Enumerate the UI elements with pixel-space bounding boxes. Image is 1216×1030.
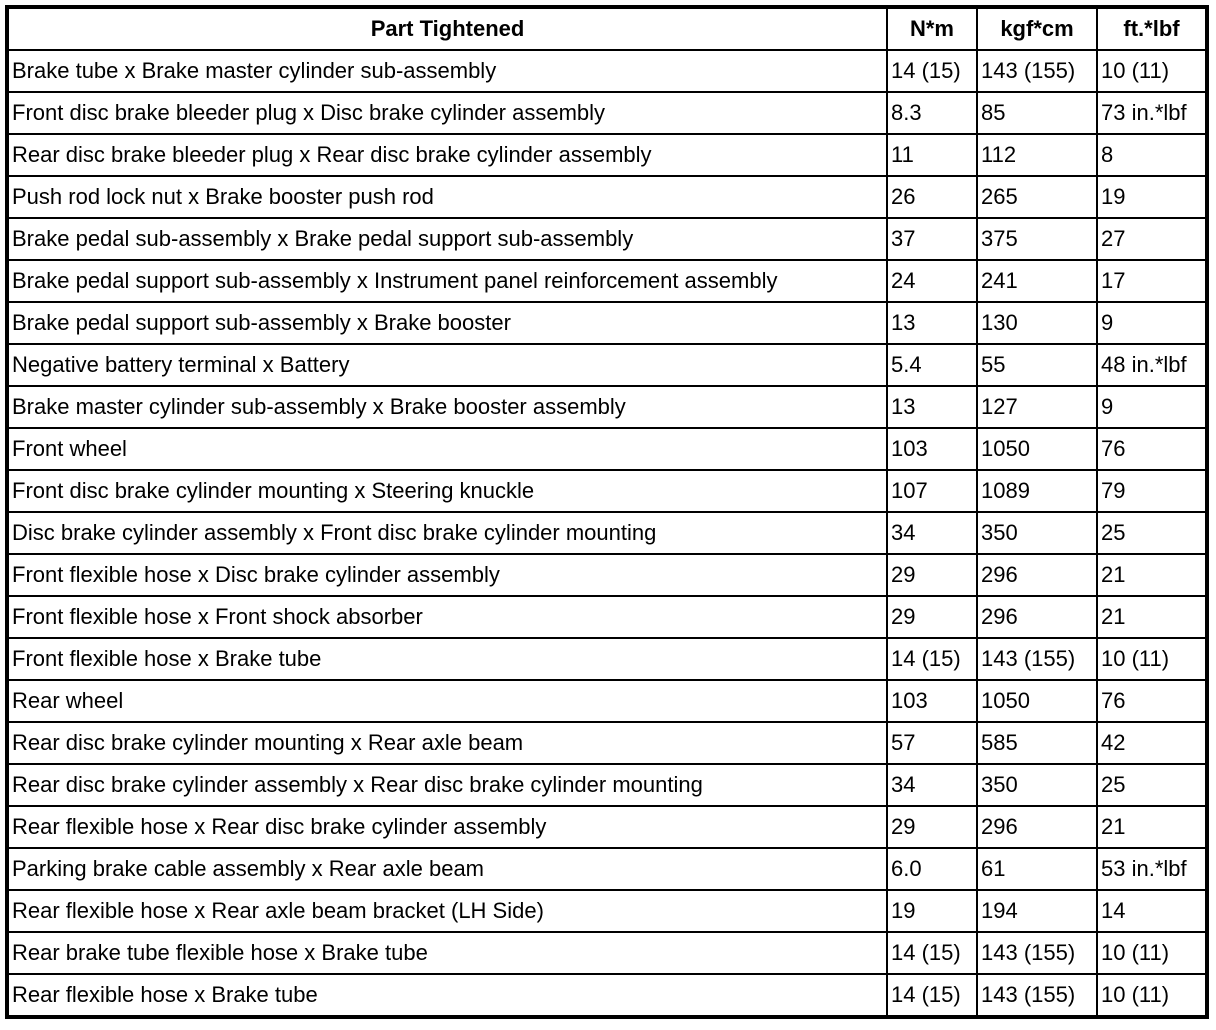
cell-nm: 57	[887, 722, 977, 764]
cell-ft-lbf: 42	[1097, 722, 1207, 764]
cell-part-tightened: Front disc brake cylinder mounting x Steering knuckle	[7, 470, 887, 512]
cell-part-tightened: Rear disc brake cylinder mounting x Rear axle beam	[7, 722, 887, 764]
cell-part-tightened: Disc brake cylinder assembly x Front disc brake cylinder mounting	[7, 512, 887, 554]
cell-ft-lbf: 79	[1097, 470, 1207, 512]
table-row	[7, 974, 1207, 1017]
cell-kgf-cm: 143 (155)	[977, 50, 1097, 92]
cell-kgf-cm: 585	[977, 722, 1097, 764]
cell-kgf-cm: 1050	[977, 428, 1097, 470]
header-ft-lbf: ft.*lbf	[1097, 7, 1207, 50]
cell-part-tightened: Rear disc brake bleeder plug x Rear disc brake cylinder assembly	[7, 134, 887, 176]
cell-ft-lbf: 53 in.*lbf	[1097, 848, 1207, 890]
cell-ft-lbf: 25	[1097, 512, 1207, 554]
cell-part-tightened: Negative battery terminal x Battery	[7, 344, 887, 386]
cell-part-tightened: Front disc brake bleeder plug x Disc brake cylinder assembly	[7, 92, 887, 134]
cell-nm: 14 (15)	[887, 638, 977, 680]
cell-kgf-cm: 61	[977, 848, 1097, 890]
table-row	[7, 260, 1207, 302]
cell-part-tightened: Brake master cylinder sub-assembly x Brake booster assembly	[7, 386, 887, 428]
table-row	[7, 176, 1207, 218]
cell-nm: 6.0	[887, 848, 977, 890]
cell-kgf-cm: 112	[977, 134, 1097, 176]
table-row	[7, 386, 1207, 428]
cell-part-tightened: Brake pedal support sub-assembly x Instrument panel reinforcement assembly	[7, 260, 887, 302]
cell-nm: 29	[887, 806, 977, 848]
cell-nm: 34	[887, 512, 977, 554]
cell-kgf-cm: 143 (155)	[977, 638, 1097, 680]
cell-ft-lbf: 8	[1097, 134, 1207, 176]
cell-ft-lbf: 10 (11)	[1097, 638, 1207, 680]
cell-part-tightened: Front wheel	[7, 428, 887, 470]
cell-kgf-cm: 296	[977, 554, 1097, 596]
header-kgf-cm: kgf*cm	[977, 7, 1097, 50]
cell-nm: 14 (15)	[887, 932, 977, 974]
cell-ft-lbf: 27	[1097, 218, 1207, 260]
cell-ft-lbf: 17	[1097, 260, 1207, 302]
cell-ft-lbf: 9	[1097, 386, 1207, 428]
cell-nm: 26	[887, 176, 977, 218]
cell-part-tightened: Front flexible hose x Front shock absorber	[7, 596, 887, 638]
cell-kgf-cm: 350	[977, 764, 1097, 806]
table-row	[7, 722, 1207, 764]
cell-kgf-cm: 375	[977, 218, 1097, 260]
table-row	[7, 344, 1207, 386]
cell-ft-lbf: 14	[1097, 890, 1207, 932]
table-row	[7, 638, 1207, 680]
cell-part-tightened: Front flexible hose x Brake tube	[7, 638, 887, 680]
table-row	[7, 554, 1207, 596]
cell-nm: 103	[887, 680, 977, 722]
cell-nm: 37	[887, 218, 977, 260]
cell-part-tightened: Front flexible hose x Disc brake cylinder assembly	[7, 554, 887, 596]
cell-kgf-cm: 143 (155)	[977, 932, 1097, 974]
cell-ft-lbf: 10 (11)	[1097, 974, 1207, 1017]
cell-ft-lbf: 48 in.*lbf	[1097, 344, 1207, 386]
cell-nm: 5.4	[887, 344, 977, 386]
header-part-tightened: Part Tightened	[7, 7, 887, 50]
cell-ft-lbf: 76	[1097, 428, 1207, 470]
table-row	[7, 680, 1207, 722]
cell-ft-lbf: 21	[1097, 806, 1207, 848]
cell-part-tightened: Rear flexible hose x Rear axle beam bracket (LH Side)	[7, 890, 887, 932]
cell-ft-lbf: 21	[1097, 596, 1207, 638]
cell-kgf-cm: 350	[977, 512, 1097, 554]
cell-nm: 107	[887, 470, 977, 512]
cell-part-tightened: Rear wheel	[7, 680, 887, 722]
cell-part-tightened: Parking brake cable assembly x Rear axle beam	[7, 848, 887, 890]
table-row	[7, 848, 1207, 890]
table-row	[7, 302, 1207, 344]
cell-nm: 29	[887, 596, 977, 638]
cell-part-tightened: Brake pedal sub-assembly x Brake pedal support sub-assembly	[7, 218, 887, 260]
table-row	[7, 134, 1207, 176]
table-row	[7, 596, 1207, 638]
cell-nm: 13	[887, 302, 977, 344]
cell-ft-lbf: 76	[1097, 680, 1207, 722]
cell-nm: 24	[887, 260, 977, 302]
cell-nm: 29	[887, 554, 977, 596]
table-row	[7, 428, 1207, 470]
header-row	[7, 7, 1207, 50]
table-row	[7, 50, 1207, 92]
cell-ft-lbf: 9	[1097, 302, 1207, 344]
table-row	[7, 806, 1207, 848]
table-row	[7, 92, 1207, 134]
cell-nm: 19	[887, 890, 977, 932]
cell-ft-lbf: 73 in.*lbf	[1097, 92, 1207, 134]
table-row	[7, 764, 1207, 806]
torque-spec-table	[5, 5, 1209, 1019]
cell-kgf-cm: 265	[977, 176, 1097, 218]
cell-nm: 14 (15)	[887, 974, 977, 1017]
cell-part-tightened: Rear flexible hose x Rear disc brake cylinder assembly	[7, 806, 887, 848]
cell-kgf-cm: 296	[977, 806, 1097, 848]
cell-kgf-cm: 194	[977, 890, 1097, 932]
table-row	[7, 512, 1207, 554]
table-header	[7, 7, 1207, 50]
cell-part-tightened: Rear flexible hose x Brake tube	[7, 974, 887, 1017]
cell-part-tightened: Rear disc brake cylinder assembly x Rear disc brake cylinder mounting	[7, 764, 887, 806]
cell-ft-lbf: 19	[1097, 176, 1207, 218]
cell-kgf-cm: 1050	[977, 680, 1097, 722]
cell-ft-lbf: 10 (11)	[1097, 50, 1207, 92]
cell-kgf-cm: 127	[977, 386, 1097, 428]
cell-nm: 14 (15)	[887, 50, 977, 92]
cell-kgf-cm: 55	[977, 344, 1097, 386]
cell-kgf-cm: 1089	[977, 470, 1097, 512]
cell-nm: 103	[887, 428, 977, 470]
table-row	[7, 890, 1207, 932]
table-row	[7, 932, 1207, 974]
cell-ft-lbf: 10 (11)	[1097, 932, 1207, 974]
cell-kgf-cm: 130	[977, 302, 1097, 344]
cell-part-tightened: Rear brake tube flexible hose x Brake tube	[7, 932, 887, 974]
cell-nm: 8.3	[887, 92, 977, 134]
header-nm: N*m	[887, 7, 977, 50]
table-row	[7, 218, 1207, 260]
cell-kgf-cm: 296	[977, 596, 1097, 638]
cell-kgf-cm: 85	[977, 92, 1097, 134]
cell-nm: 13	[887, 386, 977, 428]
table-row	[7, 470, 1207, 512]
cell-ft-lbf: 25	[1097, 764, 1207, 806]
table-body	[7, 50, 1207, 1017]
cell-part-tightened: Brake tube x Brake master cylinder sub-assembly	[7, 50, 887, 92]
cell-ft-lbf: 21	[1097, 554, 1207, 596]
cell-part-tightened: Brake pedal support sub-assembly x Brake booster	[7, 302, 887, 344]
cell-kgf-cm: 143 (155)	[977, 974, 1097, 1017]
cell-kgf-cm: 241	[977, 260, 1097, 302]
cell-nm: 11	[887, 134, 977, 176]
cell-nm: 34	[887, 764, 977, 806]
cell-part-tightened: Push rod lock nut x Brake booster push rod	[7, 176, 887, 218]
